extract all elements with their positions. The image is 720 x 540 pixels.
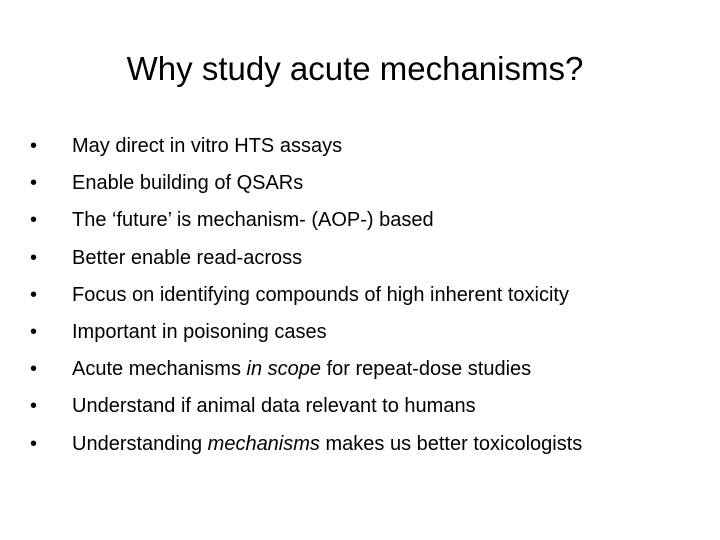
bullet-marker: • [30,246,38,269]
bullet-text [72,284,569,306]
bullet-text [72,135,342,157]
bullet-marker: • [30,283,38,306]
bullet-text-segment: Understanding [72,432,208,455]
bullet-list [30,128,710,463]
emphasized-text: mechanisms [207,432,320,455]
bullet-text-segment: May direct in vitro HTS assays [72,135,343,157]
bullet-marker: • [30,135,38,157]
bullet-marker: • [30,395,38,418]
bullet-text-segment: Focus on identifying compounds of high inherent toxicity [72,283,569,306]
bullet-text [72,321,327,343]
bullet-marker: • [30,209,38,232]
bullet-text [72,247,302,269]
bullet-item [30,388,710,425]
bullet-text [72,209,434,231]
bullet-text-segment: makes us better toxicologists [319,432,583,455]
bullet-item [30,277,710,314]
bullet-text-segment: Important in poisoning cases [72,320,327,343]
bullet-text [72,172,303,194]
bullet-text-segment: Acute mechanisms [72,358,247,381]
slide-title: Why study acute mechanisms? [126,50,584,87]
bullet-item [30,426,710,463]
bullet-marker: • [30,172,38,195]
bullet-text-segment: Enable building of QSARs [72,172,304,195]
emphasized-text: in scope [246,358,322,381]
bullet-marker: • [30,320,38,343]
bullet-text-segment: for repeat-dose studies [321,358,532,381]
bullet-text [72,395,476,417]
bullet-text [72,358,531,380]
bullet-item [30,314,710,351]
bullet-text [72,433,582,455]
bullet-item [30,351,710,388]
bullet-item [30,202,710,239]
bullet-item [30,165,710,202]
bullet-marker: • [30,358,38,381]
bullet-item [30,240,710,277]
bullet-text-segment: Understand if animal data relevant to humans [72,395,476,418]
bullet-text-segment: The ‘future’ is mechanism- (AOP-) based [72,209,434,232]
bullet-marker: • [30,432,38,455]
bullet-text-segment: Better enable read-across [72,246,303,269]
bullet-item [30,128,710,165]
